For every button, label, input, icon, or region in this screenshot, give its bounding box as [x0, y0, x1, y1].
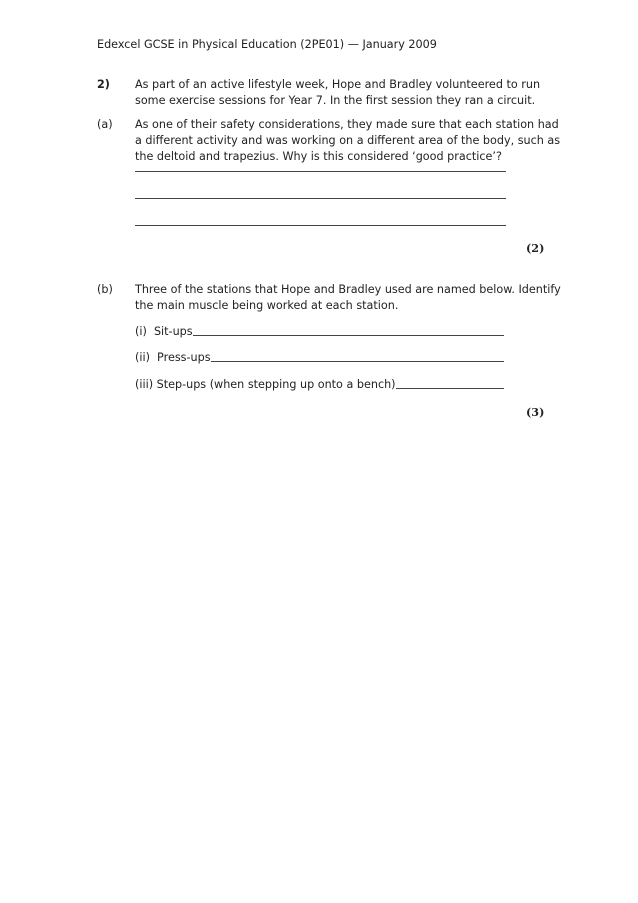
answer-line[interactable] — [396, 377, 504, 389]
answer-line[interactable] — [211, 350, 504, 362]
question-intro-line-2: some exercise sessions for Year 7. In the first session they ran a circuit. — [135, 94, 536, 107]
page-header: Edexcel GCSE in Physical Education (2PE01) — January 2009 — [97, 38, 437, 51]
item-label: (iii) Step-ups (when stepping up onto a bench) — [135, 378, 396, 391]
part-b-label: (b) — [97, 283, 113, 296]
answer-line[interactable] — [135, 225, 506, 226]
part-a-label: (a) — [97, 118, 113, 131]
question-intro-line-1: As part of an active lifestyle week, Hope and Bradley volunteered to run — [135, 78, 541, 91]
item-label: (i) Sit-ups — [135, 325, 193, 338]
answer-line[interactable] — [135, 171, 506, 172]
item-label: (ii) Press-ups — [135, 351, 211, 364]
part-a-text-1: As one of their safety considerations, they made sure that each station had — [135, 118, 559, 131]
part-a-text-2: a different activity and was working on a different area of the body, such as — [135, 134, 561, 147]
part-b-item-iii — [135, 377, 504, 393]
part-b-item-ii — [135, 350, 504, 366]
part-a-text-3: the deltoid and trapezius. Why is this considered ‘good practice’? — [135, 150, 502, 163]
part-b-marks: (3) — [526, 405, 545, 419]
question-number: 2) — [97, 78, 110, 91]
part-b-item-i — [135, 324, 504, 340]
part-b-text-1: Three of the stations that Hope and Bradley used are named below. Identify — [135, 283, 561, 296]
answer-line[interactable] — [193, 324, 504, 336]
answer-line[interactable] — [135, 198, 506, 199]
part-b-text-2: the main muscle being worked at each station. — [135, 299, 399, 312]
part-a-marks: (2) — [526, 241, 545, 255]
